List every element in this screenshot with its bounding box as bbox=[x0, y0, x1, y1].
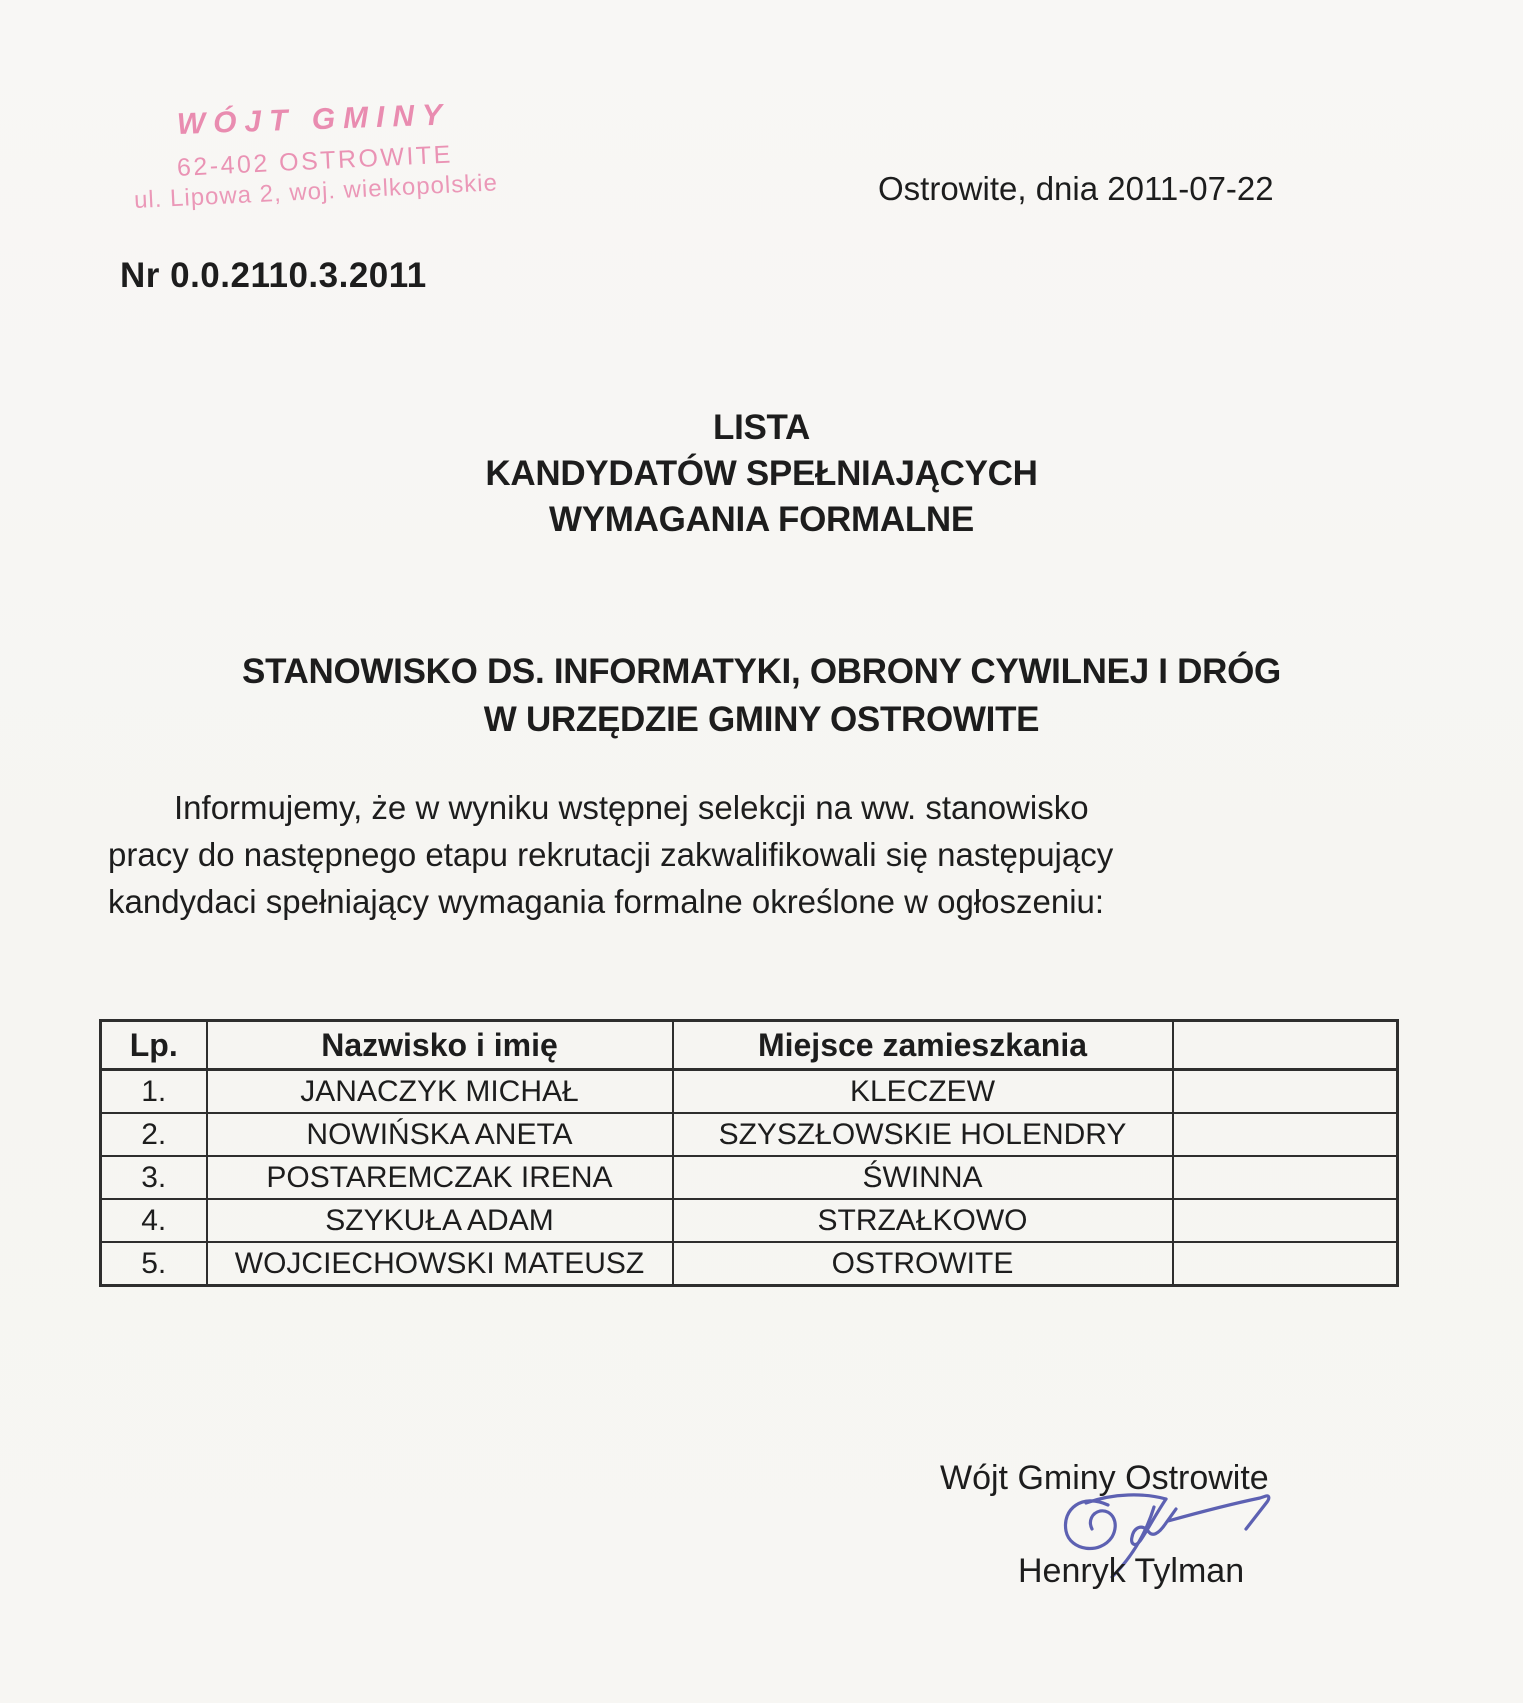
document-title bbox=[0, 405, 1523, 543]
table-cell: POSTAREMCZAK IRENA bbox=[207, 1156, 673, 1199]
stamp-address: ul. Lipowa 2, woj. wielkopolskie bbox=[133, 169, 499, 215]
table-row bbox=[101, 1242, 1398, 1286]
table-cell: WOJCIECHOWSKI MATEUSZ bbox=[207, 1242, 673, 1286]
table-header-1: Lp. bbox=[101, 1021, 207, 1070]
table-header-4 bbox=[1173, 1021, 1398, 1070]
signer-title: Wójt Gminy Ostrowite bbox=[940, 1459, 1269, 1497]
table-cell: 1. bbox=[101, 1070, 207, 1114]
table-cell: NOWIŃSKA ANETA bbox=[207, 1113, 673, 1156]
table-cell bbox=[1173, 1199, 1398, 1242]
table-row bbox=[101, 1156, 1398, 1199]
table-cell bbox=[1173, 1242, 1398, 1286]
table-cell: 3. bbox=[101, 1156, 207, 1199]
table-row bbox=[101, 1070, 1398, 1114]
place-date-line: Ostrowite, dnia 2011-07-22 bbox=[878, 170, 1274, 207]
document-title-line-1: LISTA bbox=[712, 408, 810, 447]
table-cell bbox=[1173, 1113, 1398, 1156]
table-cell: SZYSZŁOWSKIE HOLENDRY bbox=[673, 1113, 1173, 1156]
table-cell: ŚWINNA bbox=[673, 1156, 1173, 1199]
table-cell: STRZAŁKOWO bbox=[673, 1199, 1173, 1242]
reference-number: Nr 0.0.2110.3.2011 bbox=[120, 256, 427, 295]
document-title-line-2: KANDYDATÓW SPEŁNIAJĄCYCH bbox=[485, 454, 1038, 493]
table-header-2: Nazwisko i imię bbox=[207, 1021, 673, 1070]
table-cell: OSTROWITE bbox=[673, 1242, 1173, 1286]
table-cell: 5. bbox=[101, 1242, 207, 1286]
table-cell bbox=[1173, 1070, 1398, 1114]
body-paragraph-line-3: kandydaci spełniający wymagania formalne określone w ogłoszeniu: bbox=[108, 883, 1105, 920]
body-paragraph-line-2: pracy do następnego etapu rekrutacji zakwalifikowali się następujący bbox=[108, 836, 1114, 873]
table-cell: 4. bbox=[101, 1199, 207, 1242]
signer-name: Henryk Tylman bbox=[1018, 1552, 1245, 1590]
document-title-line-3: WYMAGANIA FORMALNE bbox=[549, 500, 974, 539]
position-heading-line-1: STANOWISKO DS. INFORMATYKI, OBRONY CYWILNEJ I DRÓG bbox=[242, 652, 1281, 691]
table-row bbox=[101, 1199, 1398, 1242]
table-cell: SZYKUŁA ADAM bbox=[207, 1199, 673, 1242]
body-paragraph bbox=[108, 784, 1418, 925]
position-heading bbox=[0, 648, 1523, 744]
table-cell: 2. bbox=[101, 1113, 207, 1156]
table-cell: KLECZEW bbox=[673, 1070, 1173, 1114]
official-stamp bbox=[118, 96, 511, 215]
table-header-3: Miejsce zamieszkania bbox=[673, 1021, 1173, 1070]
stamp-org-name: WÓJT GMINY bbox=[176, 98, 451, 141]
body-paragraph-line-1: Informujemy, że w wyniku wstępnej selekcji na ww. stanowisko bbox=[174, 789, 1089, 826]
table-row bbox=[101, 1113, 1398, 1156]
table-cell bbox=[1173, 1156, 1398, 1199]
stamp-postal-code: 62-402 OSTROWITE bbox=[176, 139, 454, 182]
candidates-table bbox=[99, 1019, 1399, 1287]
table-cell: JANACZYK MICHAŁ bbox=[207, 1070, 673, 1114]
position-heading-line-2: W URZĘDZIE GMINY OSTROWITE bbox=[483, 700, 1040, 739]
